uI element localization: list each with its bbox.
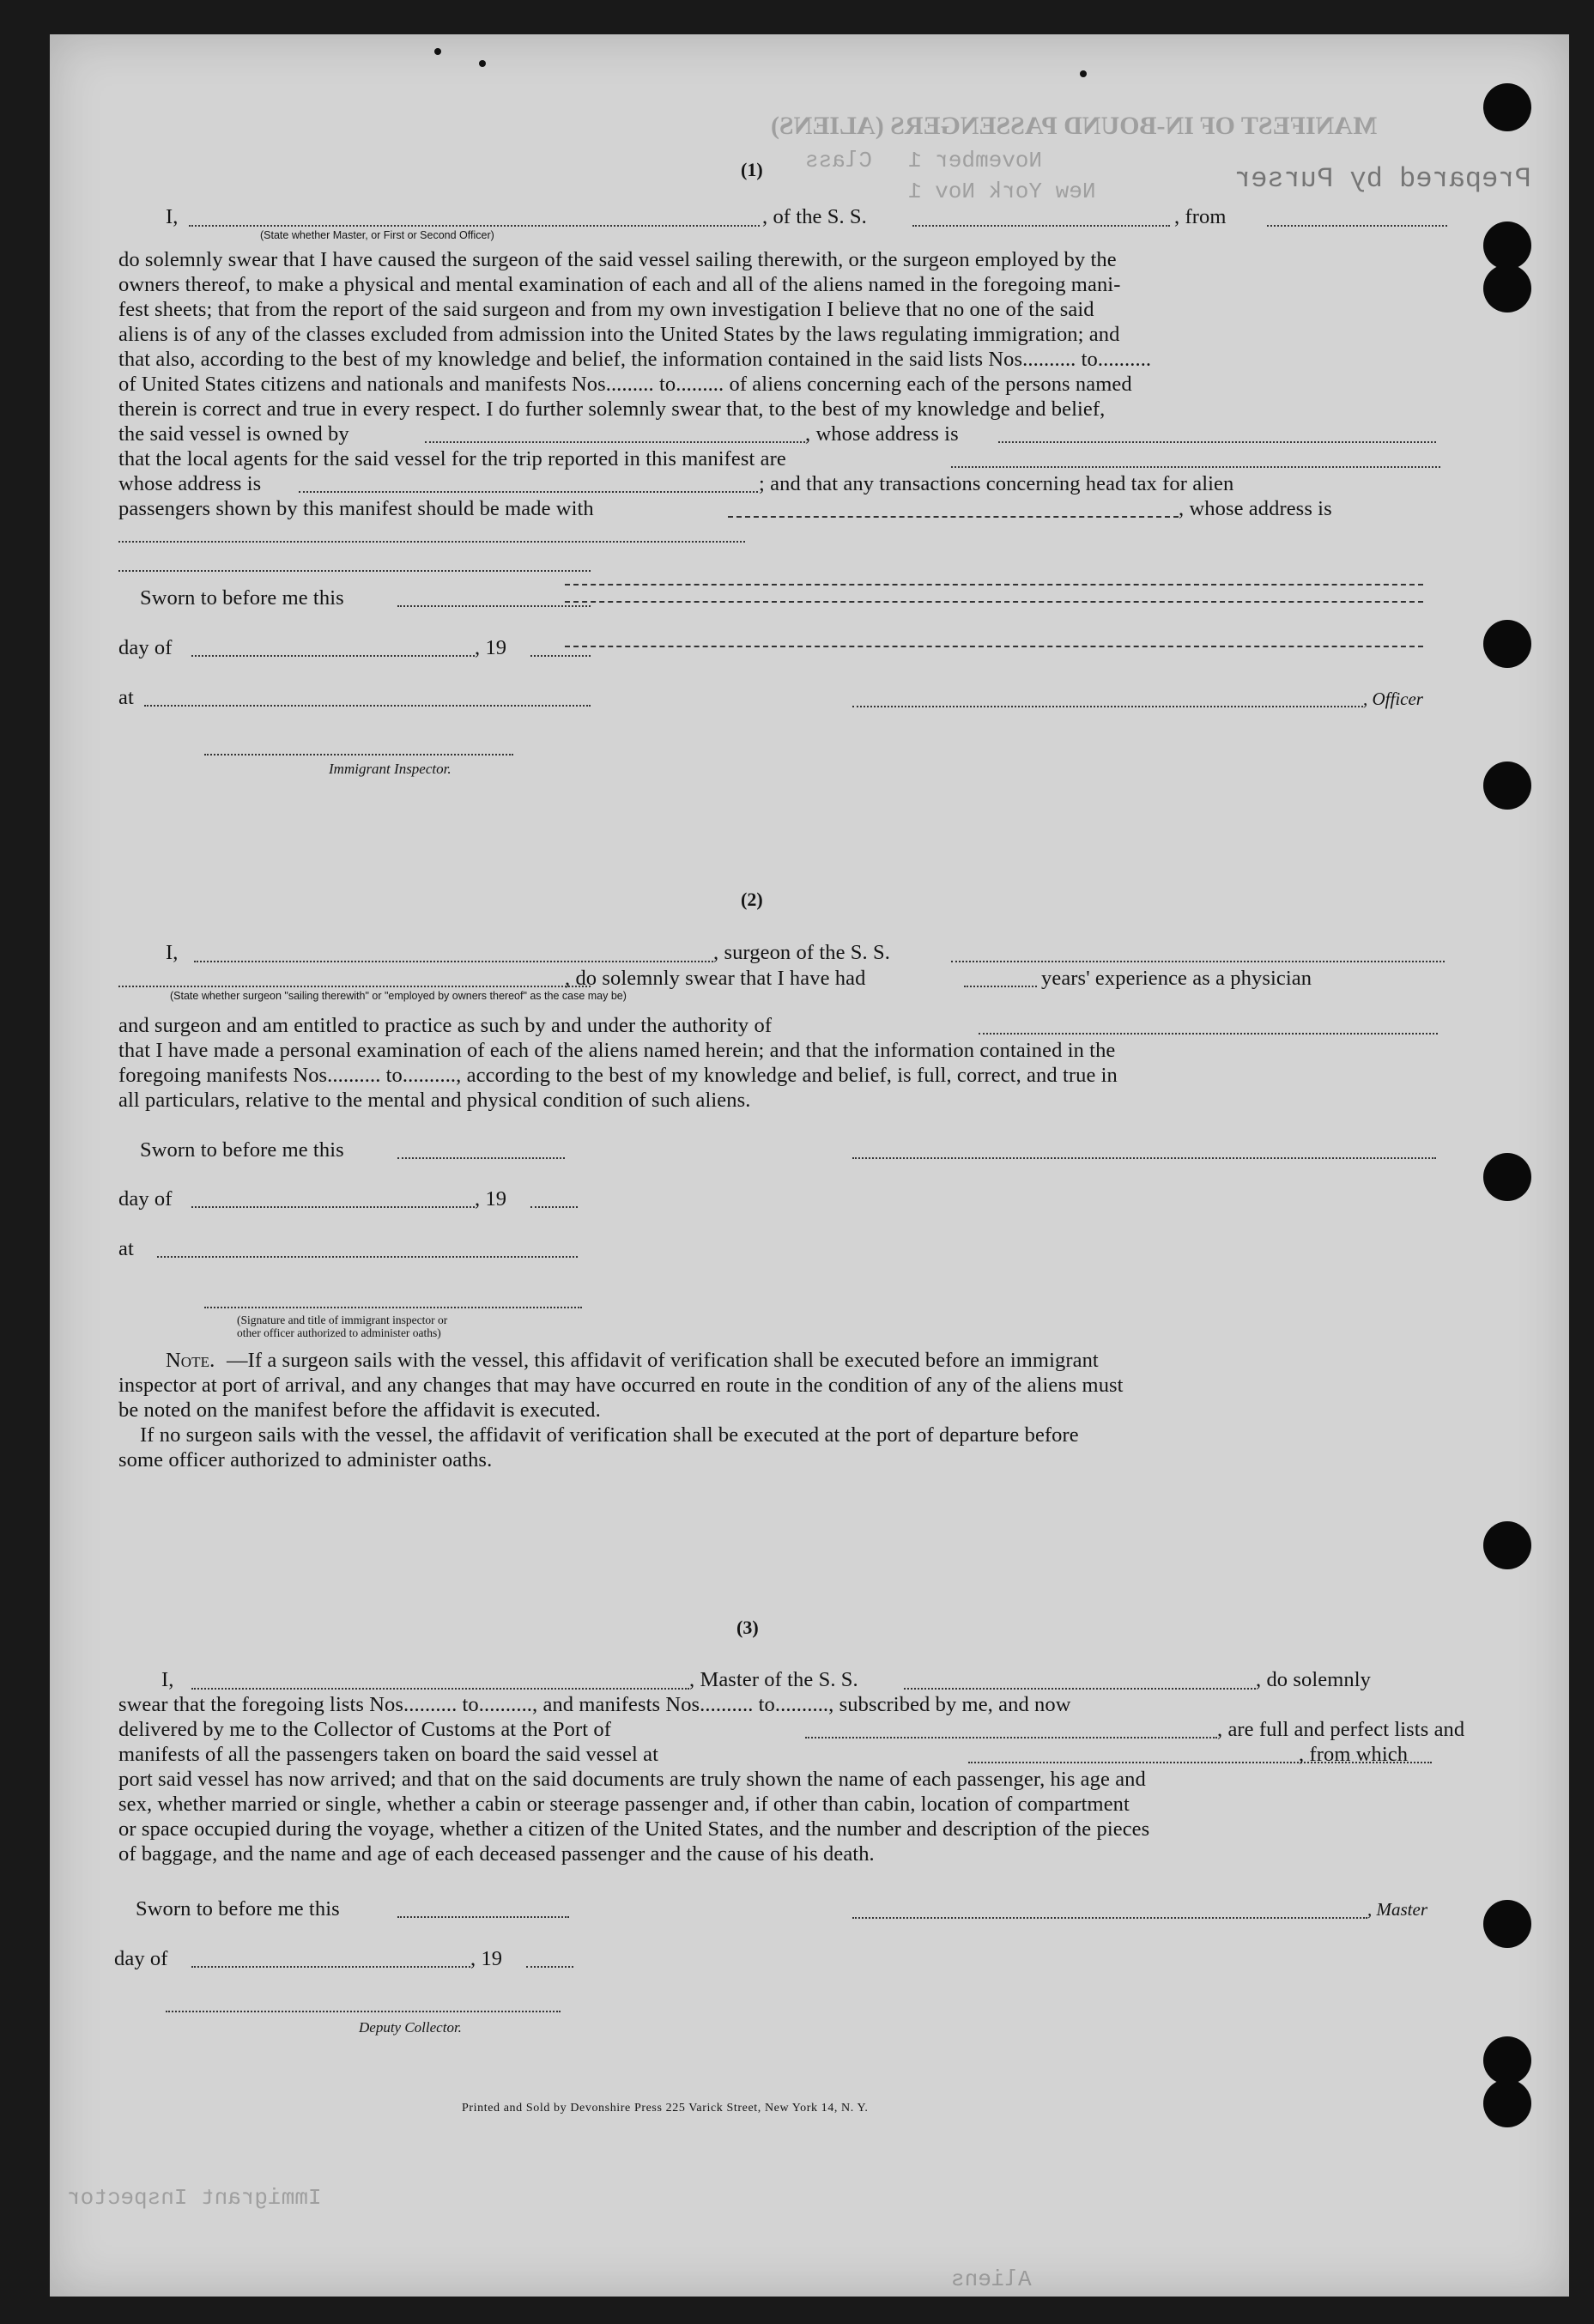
s2-day-blank xyxy=(191,1206,475,1208)
s1-officer-label: , Officer xyxy=(1363,689,1423,709)
s3-day-of: day of xyxy=(114,1947,168,1970)
s1-head-tax: ; and that any transactions concerning head tax for alien xyxy=(759,472,1234,495)
s3-collector-blank xyxy=(166,2011,561,2012)
s1-text-line: fest sheets; that from the report of the said surgeon and from my own investigation I believe that no one of the said xyxy=(118,298,1094,321)
punch-hole xyxy=(1483,2036,1531,2084)
ink-speck xyxy=(479,60,486,67)
ghost-class: Class xyxy=(805,148,873,173)
s1-made-with: passengers shown by this manifest should be made with xyxy=(118,497,594,520)
s3-text-line: or space occupied during the voyage, whether a citizen of the United States, and the number and description of the pieces xyxy=(118,1817,1150,1841)
s2-sig-caption-2: other officer authorized to administer oaths) xyxy=(237,1326,441,1339)
s2-text-line: foregoing manifests Nos.......... to.........., according to the best of my knowledge and belief, is full, correct, and true in xyxy=(118,1064,1118,1087)
s2-surgeon-caption: (State whether surgeon "sailing therewith" or "employed by owners thereof" as the case may be) xyxy=(170,990,627,1002)
s2-sig-caption-1: (Signature and title of immigrant inspector or xyxy=(237,1314,448,1326)
s3-vessel-blank xyxy=(904,1688,1256,1690)
s3-taken-on-board: manifests of all the passengers taken on board the said vessel at xyxy=(118,1743,659,1766)
s1-line-intro: I, xyxy=(166,205,179,228)
purser-stamp: Prepared by Purser xyxy=(1234,163,1531,195)
punch-hole xyxy=(1483,264,1531,312)
s3-full-perfect: , are full and perfect lists and xyxy=(1217,1718,1465,1741)
s1-local-agents: that the local agents for the said vessel for the trip reported in this manifest are xyxy=(118,447,786,470)
s3-from-which: , from which xyxy=(1299,1743,1409,1766)
s2-note-line: If no surgeon sails with the vessel, the affidavit of verification shall be executed at the port of departure before xyxy=(140,1423,1079,1447)
s2-years-blank xyxy=(964,986,1037,987)
manifest-page xyxy=(50,34,1569,2297)
s2-surgeon-blank xyxy=(194,961,713,962)
s1-text-line: owners thereof, to make a physical and mental examination of each and all of the aliens named in the foregoing mani- xyxy=(118,273,1121,296)
s1-text-line: aliens is of any of the classes excluded from admission into the United States by the laws regulating immigration; and xyxy=(118,323,1120,346)
s1-agents-blank xyxy=(951,466,1440,468)
s3-sworn: Sworn to before me this xyxy=(136,1897,340,1920)
s2-year-blank xyxy=(530,1206,578,1208)
s3-do-solemnly: , do solemnly xyxy=(1256,1668,1372,1691)
s2-signature-blank xyxy=(852,1157,1436,1159)
s1-text-line: of United States citizens and nationals and manifests Nos......... to......... of aliens concerning each of the persons named xyxy=(118,373,1132,396)
s1-made-address: , whose address is xyxy=(1179,497,1332,520)
s3-line-intro: I, xyxy=(161,1668,174,1691)
s1-text-line: that also, according to the best of my knowledge and belief, the information contained in the said lists Nos.......... to.......... xyxy=(118,348,1152,371)
s1-signature-line xyxy=(565,646,1423,647)
s2-note-label xyxy=(166,1348,215,1373)
s2-surgeon-of-ss: , surgeon of the S. S. xyxy=(713,941,890,964)
punch-hole xyxy=(1483,83,1531,131)
s2-authority: and surgeon and am entitled to practice as such by and under the authority of xyxy=(118,1014,773,1037)
s1-from-blank xyxy=(1267,225,1447,227)
s3-collector-caption: Deputy Collector. xyxy=(359,2019,462,2036)
s1-year: , 19 xyxy=(475,636,507,659)
punch-hole xyxy=(1483,762,1531,810)
s1-day-of: day of xyxy=(118,636,173,659)
s1-day-blank xyxy=(191,655,475,657)
s1-owner-address-label: , whose address is xyxy=(805,422,959,446)
s2-note-line: some officer authorized to administer oaths. xyxy=(118,1448,493,1471)
s3-text-line: swear that the foregoing lists Nos.......... to.........., and manifests Nos.......... to.........., subscribed by me, and now xyxy=(118,1693,1071,1716)
s1-from: , from xyxy=(1174,205,1227,228)
s2-sworn: Sworn to before me this xyxy=(140,1138,344,1162)
s2-at: at xyxy=(118,1237,134,1260)
s2-note-label-text: Note. xyxy=(166,1349,215,1372)
s2-note-line: —If a surgeon sails with the vessel, this affidavit of verification shall be executed before an immigrant xyxy=(227,1349,1099,1372)
s2-vessel-blank xyxy=(951,961,1445,962)
s1-officer-caption: (State whether Master, or First or Second Officer) xyxy=(260,229,494,241)
section-3-number: (3) xyxy=(736,1617,759,1638)
s1-made-with-blank xyxy=(728,516,1179,518)
punch-hole xyxy=(1483,1521,1531,1569)
s3-master-label: , Master xyxy=(1367,1899,1427,1920)
s3-master-blank xyxy=(191,1688,689,1690)
s1-sworn-blank xyxy=(397,605,591,607)
s1-inspector-caption: Immigrant Inspector. xyxy=(329,761,452,777)
s2-text-line: that I have made a personal examination of each of the aliens named herein; and that the information contained in the xyxy=(118,1039,1116,1062)
s3-year: , 19 xyxy=(470,1947,503,1970)
punch-hole xyxy=(1483,221,1531,270)
s3-day-blank xyxy=(191,1966,470,1968)
s1-officer-blank xyxy=(189,225,760,227)
ink-speck xyxy=(1080,70,1087,77)
s2-authority-blank xyxy=(979,1033,1438,1035)
s2-at-blank xyxy=(157,1256,578,1258)
s1-agent-address-blank xyxy=(299,491,758,493)
s1-sworn: Sworn to before me this xyxy=(140,586,344,610)
s2-officer-sig-blank xyxy=(204,1307,582,1308)
s1-of-the-ss: , of the S. S. xyxy=(762,205,867,228)
ink-speck xyxy=(434,48,441,55)
s1-text-line: therein is correct and true in every respect. I do further solemnly swear that, to the best of my knowledge and belief, xyxy=(118,397,1106,421)
ghost-inspector: Immigrant Inspector xyxy=(67,2185,322,2211)
ghost-date: November 1 xyxy=(908,148,1043,173)
s3-year-blank xyxy=(526,1966,573,1968)
s3-port-blank xyxy=(805,1737,1217,1738)
s3-text-line: port said vessel has now arrived; and that on the said documents are truly shown the name of each passenger, his age and xyxy=(118,1768,1146,1791)
s2-sworn-blank xyxy=(397,1157,565,1159)
printer-imprint: Printed and Sold by Devonshire Press 225 Varick Street, New York 14, N. Y. xyxy=(462,2102,869,2115)
s1-whose-address: whose address is xyxy=(118,472,262,495)
s1-text-line: do solemnly swear that I have caused the surgeon of the said vessel sailing therewith, or the surgeon employed by the xyxy=(118,248,1117,271)
s2-text-line: all particulars, relative to the mental and physical condition of such aliens. xyxy=(118,1089,751,1112)
s2-experience: years' experience as a physician xyxy=(1041,967,1312,990)
s2-sailing-blank xyxy=(118,986,591,987)
punch-hole xyxy=(1483,1900,1531,1948)
s3-text-line: sex, whether married or single, whether a cabin or steerage passenger and, if other than cabin, location of compartment xyxy=(118,1793,1130,1816)
s2-year: , 19 xyxy=(475,1187,507,1211)
section-2-number: (2) xyxy=(741,889,763,910)
s2-solemnly: , do solemnly swear that I have had xyxy=(565,967,866,990)
ghost-aliens: Aliens xyxy=(951,2266,1032,2292)
s1-at: at xyxy=(118,686,134,709)
punch-hole xyxy=(1483,2079,1531,2127)
s3-port-of: delivered by me to the Collector of Customs at the Port of xyxy=(118,1718,611,1741)
s2-day-of: day of xyxy=(118,1187,173,1211)
s1-vessel-blank xyxy=(912,225,1170,227)
s1-at-blank xyxy=(144,705,591,707)
s1-signature-line xyxy=(565,584,1423,586)
s2-line-intro: I, xyxy=(166,941,179,964)
s1-made-address-blank xyxy=(118,541,745,543)
punch-hole xyxy=(1483,620,1531,668)
s1-owner-address-blank xyxy=(998,441,1436,443)
s1-owner-blank xyxy=(425,441,805,443)
s2-note-line: be noted on the manifest before the affidavit is executed. xyxy=(118,1399,601,1422)
s1-year-blank xyxy=(530,655,591,657)
s3-text-line: of baggage, and the name and age of each deceased passenger and the cause of his death. xyxy=(118,1842,875,1866)
s1-owned-by: the said vessel is owned by xyxy=(118,422,349,446)
ghost-title: MANIFEST OF IN-BOUND PASSENGERS (ALIENS) xyxy=(771,112,1378,140)
section-1-number: (1) xyxy=(741,159,763,180)
punch-hole xyxy=(1483,1153,1531,1201)
ghost-port: New York Nov 1 xyxy=(908,179,1096,204)
s2-note-line: inspector at port of arrival, and any changes that may have occurred en route in the condition of any of the aliens must xyxy=(118,1374,1124,1397)
s1-extra-blank xyxy=(118,570,591,572)
s3-sworn-blank xyxy=(397,1916,569,1918)
s3-master-of-ss: , Master of the S. S. xyxy=(689,1668,858,1691)
s1-officer-blank-2 xyxy=(852,706,1363,707)
s1-inspector-blank xyxy=(204,754,513,755)
s3-master-sig-blank xyxy=(852,1917,1367,1919)
s1-signature-line xyxy=(565,601,1423,603)
